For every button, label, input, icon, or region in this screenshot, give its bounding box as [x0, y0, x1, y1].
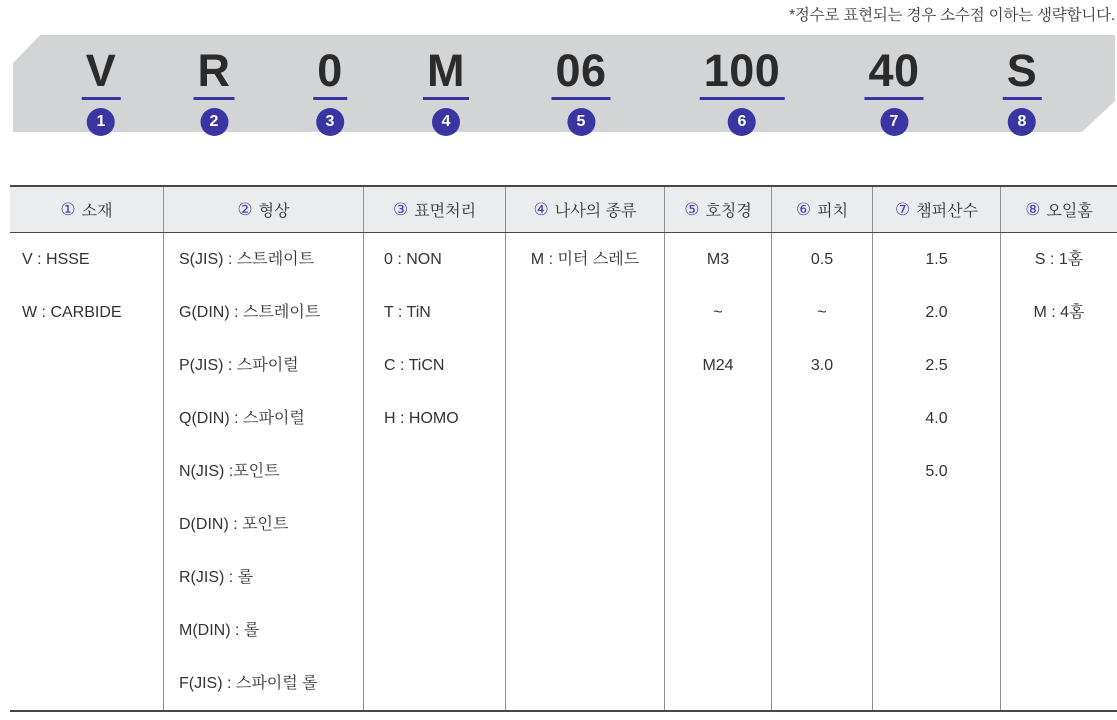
step-badge: 1	[87, 108, 115, 136]
table-cell: 5.0	[925, 463, 948, 480]
table-cell: Q(DIN) : 스파이럴	[179, 410, 305, 427]
code-segment-7	[864, 45, 923, 136]
table-cell	[772, 657, 872, 710]
table-cell	[1001, 392, 1117, 445]
table-cell: 0 : NON	[384, 251, 442, 268]
code-segment-6	[700, 45, 785, 136]
header-label: 피치	[817, 203, 849, 220]
code-value: 100	[700, 50, 785, 100]
table-cell	[1001, 498, 1117, 551]
column-header-oil-groove	[1000, 187, 1117, 232]
code-value: 40	[864, 50, 923, 100]
column-nominal-dia	[664, 233, 771, 710]
header-badge: ⑦	[894, 200, 911, 219]
table-cell	[665, 392, 771, 445]
table-cell	[1001, 445, 1117, 498]
column-surface	[363, 233, 505, 710]
table-cell: M3	[706, 251, 730, 268]
column-pitch	[771, 233, 872, 710]
code-value: R	[194, 50, 235, 100]
header-badge: ⑧	[1025, 200, 1041, 219]
header-badge: ①	[60, 200, 76, 219]
table-cell: P(JIS) : 스파이럴	[179, 357, 299, 374]
header-badge: ⑥	[795, 200, 812, 219]
table-cell: 3.0	[810, 357, 834, 374]
table-cell	[873, 498, 1000, 551]
table-cell: 2.5	[925, 357, 948, 374]
table-cell: M(DIN) : 롤	[179, 622, 260, 639]
table-cell	[364, 551, 505, 604]
table-cell: ~	[713, 304, 723, 321]
table-cell	[772, 392, 872, 445]
column-shape	[163, 233, 363, 710]
column-header-material	[10, 187, 163, 232]
header-label: 표면처리	[414, 203, 477, 220]
step-badge: 8	[1008, 108, 1036, 136]
table-cell: M : 미터 스레드	[530, 251, 640, 268]
table-cell	[772, 604, 872, 657]
table-cell: S : 1홈	[1034, 251, 1084, 268]
table-cell: W : CARBIDE	[22, 304, 122, 321]
table-cell	[873, 551, 1000, 604]
table-cell	[506, 604, 664, 657]
footnote: *정수로 표현되는 경우 소수점 이하는 생략합니다.	[789, 7, 1115, 24]
step-badge: 4	[432, 108, 460, 136]
column-oil-groove	[1000, 233, 1117, 710]
table-cell	[506, 498, 664, 551]
code-value: S	[1003, 50, 1042, 100]
table-cell: 0.5	[810, 251, 834, 268]
step-badge: 2	[200, 108, 228, 136]
column-header-shape	[163, 187, 363, 232]
code-value: 06	[551, 50, 610, 100]
table-cell: F(JIS) : 스파이럴 롤	[179, 675, 318, 692]
step-badge: 7	[880, 108, 908, 136]
table-cell: D(DIN) : 포인트	[179, 516, 289, 533]
column-material	[10, 233, 163, 710]
step-badge: 5	[567, 108, 595, 136]
code-segment-4	[423, 45, 469, 136]
table-cell: M24	[702, 357, 734, 374]
table-cell	[665, 445, 771, 498]
table-cell: H : HOMO	[384, 410, 459, 427]
table-cell: 1.5	[925, 251, 948, 268]
table-cell	[772, 551, 872, 604]
table-cell	[10, 498, 163, 551]
table-cell	[772, 445, 872, 498]
table-cell	[10, 604, 163, 657]
header-badge: ④	[533, 200, 549, 219]
table-header-row	[10, 185, 1117, 233]
table-cell	[665, 498, 771, 551]
table-cell	[364, 604, 505, 657]
column-header-thread-type	[505, 187, 664, 232]
code-segment-2	[194, 45, 235, 136]
table-cell	[772, 498, 872, 551]
table-cell	[665, 551, 771, 604]
table-cell: C : TiCN	[384, 357, 445, 374]
column-header-pitch	[771, 187, 872, 232]
table-cell	[364, 657, 505, 710]
code-segment-5	[551, 45, 610, 136]
table-cell	[506, 339, 664, 392]
table-cell	[506, 445, 664, 498]
code-value: M	[423, 50, 469, 100]
header-label: 형상	[258, 203, 290, 220]
header-label: 오일홈	[1046, 203, 1093, 220]
code-value: 0	[313, 50, 347, 100]
table-body	[10, 233, 1117, 712]
column-thread-type	[505, 233, 664, 710]
header-badge: ②	[237, 200, 253, 219]
table-cell	[506, 657, 664, 710]
table-cell	[506, 286, 664, 339]
table-cell	[665, 657, 771, 710]
code-segment-8	[1003, 45, 1042, 136]
table-cell	[1001, 551, 1117, 604]
table-cell	[1001, 339, 1117, 392]
table-cell: 2.0	[925, 304, 948, 321]
table-cell: 4.0	[925, 410, 948, 427]
column-header-surface	[363, 187, 505, 232]
table-cell	[873, 657, 1000, 710]
table-cell	[364, 498, 505, 551]
table-cell	[364, 445, 505, 498]
column-chamfer	[872, 233, 1000, 710]
step-badge: 6	[728, 108, 756, 136]
column-header-chamfer	[872, 187, 1000, 232]
table-cell: ~	[817, 304, 827, 321]
header-label: 소재	[81, 203, 113, 220]
header-label: 호칭경	[705, 203, 752, 220]
table-cell: R(JIS) : 롤	[179, 569, 254, 586]
code-segment-1	[82, 45, 121, 136]
table-cell	[665, 604, 771, 657]
table-cell	[10, 551, 163, 604]
table-cell: S(JIS) : 스트레이트	[179, 251, 315, 268]
table-cell	[506, 392, 664, 445]
table-cell	[10, 339, 163, 392]
table-cell: M : 4홈	[1033, 304, 1085, 321]
spec-table	[10, 185, 1117, 712]
table-cell	[1001, 657, 1117, 710]
table-cell: G(DIN) : 스트레이트	[179, 304, 321, 321]
code-segment-3	[313, 45, 347, 136]
header-label: 나사의 종류	[554, 203, 637, 220]
table-cell	[873, 604, 1000, 657]
table-cell: V : HSSE	[22, 251, 90, 268]
table-cell	[1001, 604, 1117, 657]
table-cell	[10, 657, 163, 710]
header-badge: ⑤	[684, 200, 700, 219]
header-label: 챔퍼산수	[916, 203, 979, 220]
column-header-nominal-dia	[664, 187, 771, 232]
header-badge: ③	[392, 200, 409, 219]
step-badge: 3	[316, 108, 344, 136]
code-value: V	[82, 50, 121, 100]
table-cell	[10, 392, 163, 445]
table-cell: T : TiN	[384, 304, 431, 321]
table-cell	[10, 445, 163, 498]
table-cell: N(JIS) :포인트	[179, 463, 280, 480]
table-cell	[506, 551, 664, 604]
